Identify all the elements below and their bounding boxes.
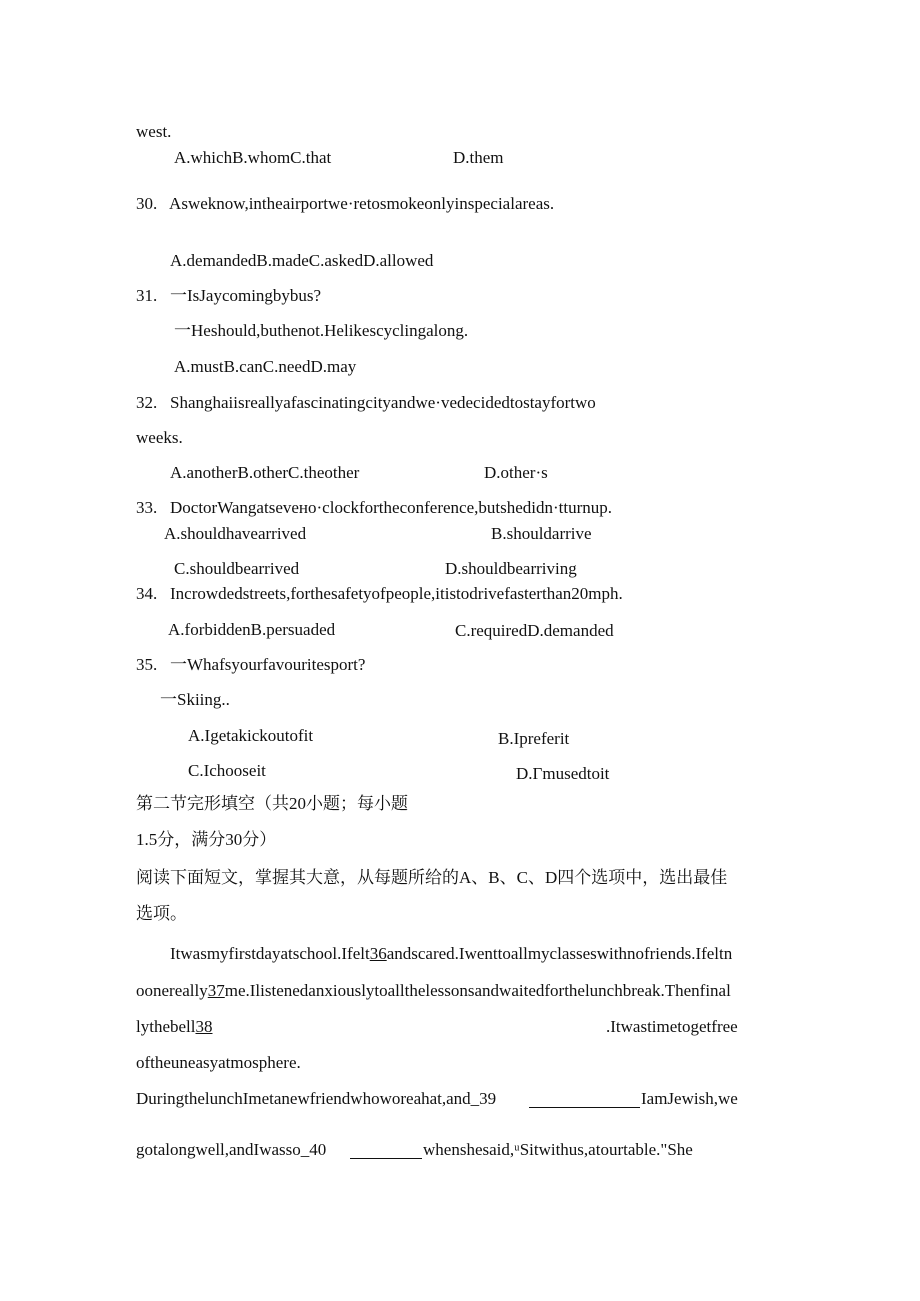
option-line: A.mustB.canC.needD.may [174,357,357,376]
text-line: weeks. [136,428,183,447]
option-line: D.shouldbearriving [445,559,577,578]
passage-text: lythebell [136,1017,196,1036]
option-line: A.anotherB.otherC.theother [170,463,360,482]
passage-line: oftheuneasyatmosphere. [136,1053,301,1072]
option-line: A.whichB.whomC.that [174,148,332,167]
blank-36: 36 [369,944,387,963]
passage-text: oonereally [136,981,208,1000]
question-34: 34. Incrowdedstreets,forthesafetyofpeople,itistodrivefasterthan20mph. [136,584,623,603]
option-line: C.Ichooseit [188,761,266,780]
option-line: D.other·s [484,463,548,482]
passage-text: andscared.Iwenttoallmyclasseswithnofriends.Ifeltn [386,944,733,963]
blank-40-line [350,1158,422,1159]
instructions: 选项。 [136,904,187,923]
passage-line: gotalongwell,andIwasso_40 [136,1140,327,1159]
blank-39-line [529,1107,640,1108]
option-line: A.Igetakickoutofit [188,726,314,745]
passage-text: Itwasmyfirstdayatschool.Ifelt [170,944,370,963]
option-line: B.Ipreferit [498,729,570,748]
question-33: 33. DoctorWangatsevено·clockfortheconference,butshedidn·tturnup. [136,498,612,517]
option-line: A.forbiddenB.persuaded [168,620,336,639]
passage-line [136,982,731,999]
passage-text: me.Ilistenedanxiouslytoallthelessonsandwaitedforthelunchbreak.Thenfinal [224,981,731,1000]
option-line: A.demandedB.madeC.askedD.allowed [170,251,434,270]
option-line: D.Γmusedtoit [516,764,610,783]
passage-line: .Itwastimetogetfree [606,1017,738,1036]
passage-line: IamJewish,we [641,1089,738,1108]
option-line: C.shouldbearrived [174,559,300,578]
text-line: west. [136,122,172,141]
text-line: 一Skiing.. [160,690,230,709]
question-32: 32. Shanghaiisreallyafascinatingcityandwe·vedecidedtostayfortwo [136,393,596,412]
passage-line: whenshesaid,ᵘSitwithus,atourtable."She [423,1140,693,1159]
passage-line [170,945,732,962]
question-35: 35. 一Whafsyourfavouritesport? [136,655,366,674]
option-line: A.shouldhavearrived [164,524,307,543]
section-heading: 1.5分，满分30分） [136,830,277,849]
question-30: 30. Asweknow,intheairportwe·retosmokeonlyinspecialareas. [136,194,555,213]
question-31: 31. 一IsJaycomingbybus? [136,286,322,305]
option-line: B.shouldarrive [491,524,592,543]
text-line: 一Heshould,buthenot.Helikescyclingalong. [174,321,469,340]
blank-38: 38 [195,1017,213,1036]
option-line: C.requiredD.demanded [455,621,614,640]
passage-line [136,1018,212,1035]
instructions: 阅读下面短文，掌握其大意，从每题所给的A、B、C、D四个选项中，选出最佳 [136,868,728,887]
section-heading: 第二节完形填空（共20小题；每小题 [136,794,408,813]
passage-line: DuringthelunchImetanewfriendwhoworeahat,and_39 [136,1089,497,1108]
option-line: D.them [453,148,504,167]
blank-37: 37 [207,981,225,1000]
